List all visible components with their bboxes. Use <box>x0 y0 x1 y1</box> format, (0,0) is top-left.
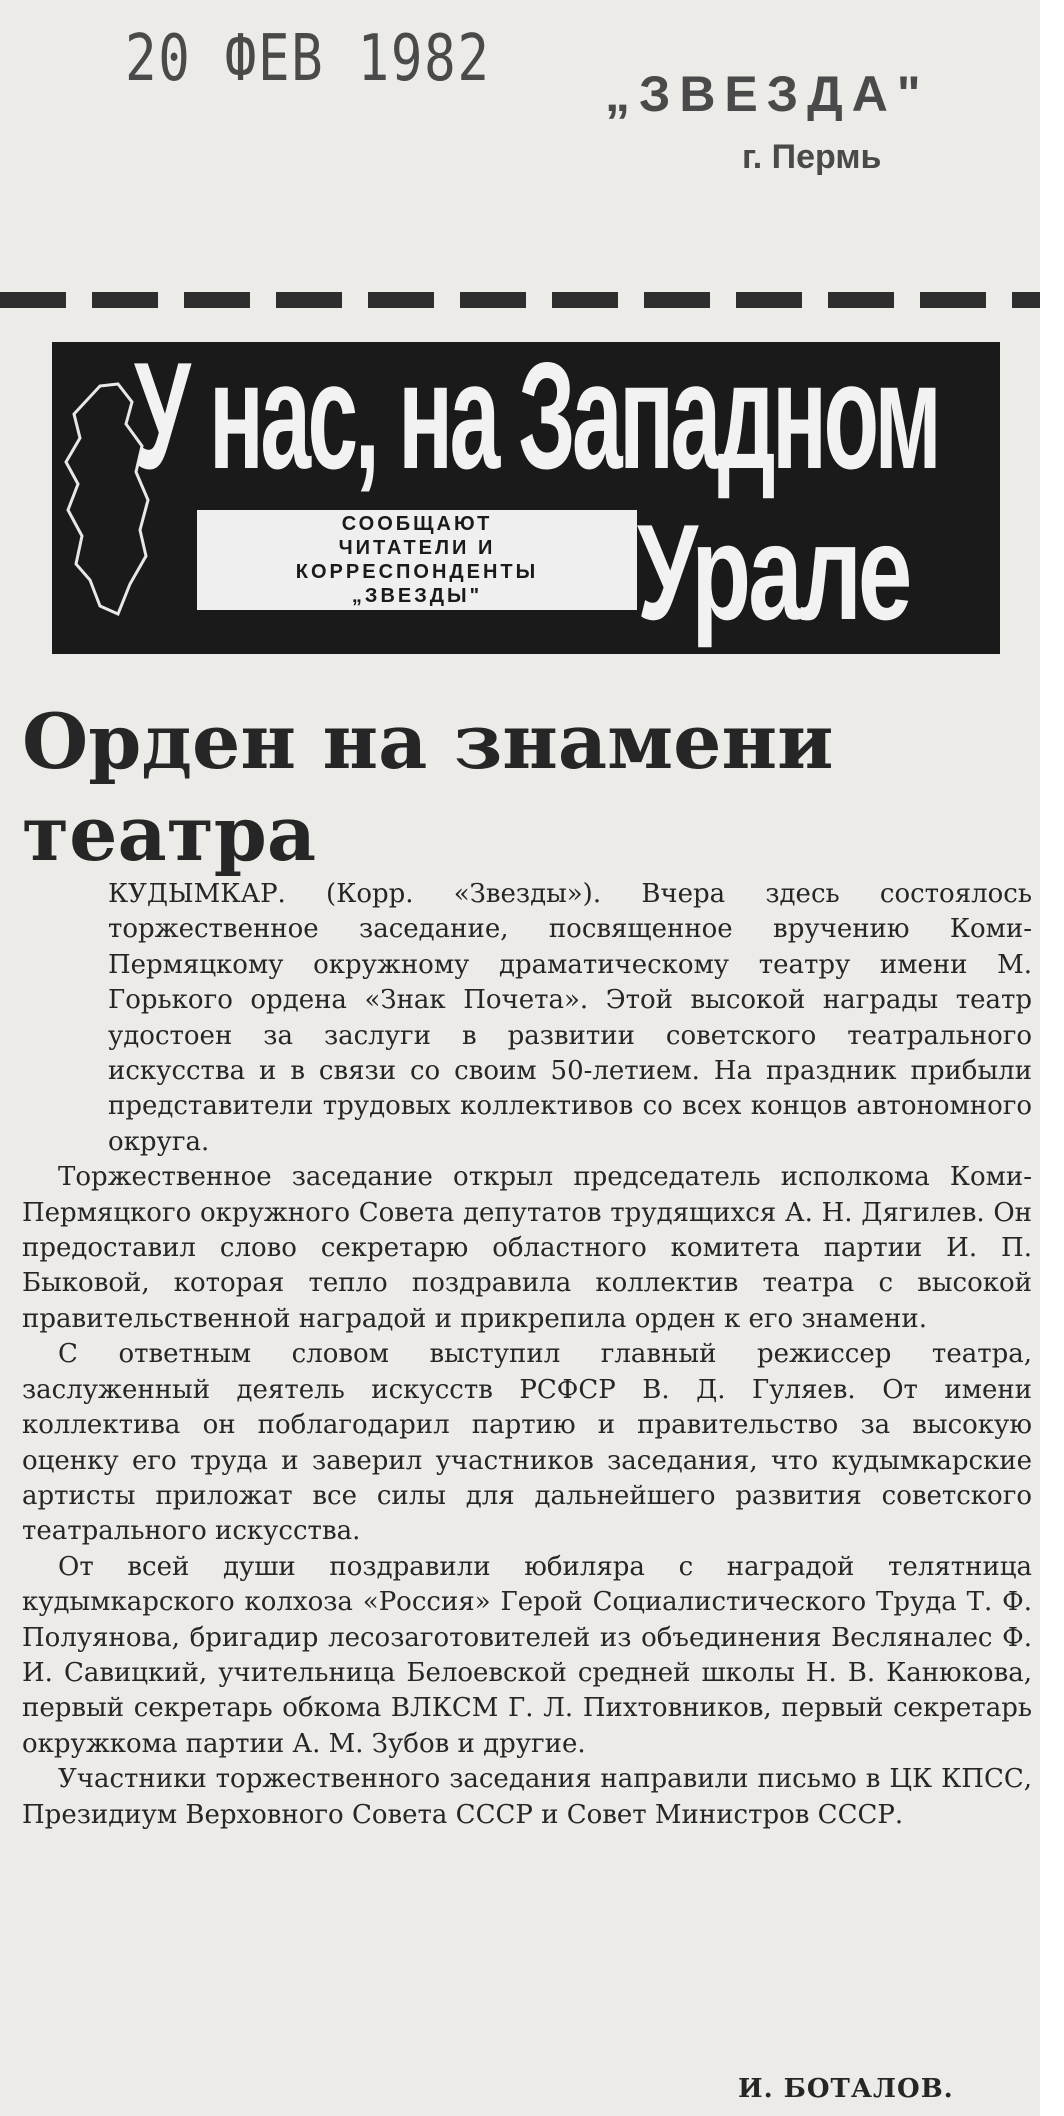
article-paragraph-lead: КУДЫМКАР. (Корр. «Звезды»). Вчера здесь состоялось торжественное заседание, посвященное вручению Коми-Пермяцкому окружному драматическому театру имени М. Горького ордена «Знак Почета». Этой высокой награды театр удостоен за заслуги в развитии советского театрального искусства и в связи со своим 50-летием. На праздник прибыли представители трудовых коллективов со всех концов автономного округа. <box>108 879 1032 1157</box>
headline-line-2: театра <box>22 789 317 878</box>
banner-caption-line: СООБЩАЮТ <box>341 513 493 535</box>
rubric-banner <box>52 331 1000 654</box>
author-signature: И. БОТАЛОВ. <box>738 2074 954 2104</box>
city-stamp: г. Пермь <box>742 138 882 176</box>
banner-title: У нас, на Западном <box>134 331 939 501</box>
article-paragraph: Торжественное заседание открыл председатель исполкома Коми-Пермяцкого окружного Совета депутатов трудящихся А. Н. Дягилев. Он предоставил слово секретарю областного комитета партии И. П. Быковой, которая тепло поздравила коллектив театра с высокой правительственной наградой и прикрепила орден к его знамени. <box>22 1162 1032 1334</box>
article-body <box>22 877 1032 1833</box>
banner-subtitle: Урале <box>637 496 910 648</box>
date-stamp: 20 ФЕВ 1982 <box>125 22 491 96</box>
article-headline <box>22 696 834 880</box>
banner-caption-line: „ЗВЕЗДЫ" <box>351 585 483 607</box>
newspaper-name-stamp: „ЗВЕЗДА" <box>605 66 930 122</box>
banner-caption-box <box>197 510 637 610</box>
article-paragraph: С ответным словом выступил главный режиссер театра, заслуженный деятель искусств РСФСР В. Д. Гуляев. От имени коллектива он поблагодарил партию и правительство за высокую оценку его труда и заверил участников заседания, что кудымкарские артисты приложат все силы для дальнейшего развития советского театрального искусства. <box>22 1339 1032 1547</box>
dashed-separator <box>0 292 1040 308</box>
banner-caption-line: ЧИТАТЕЛИ И <box>338 537 496 559</box>
banner-caption-line: КОРРЕСПОНДЕНТЫ <box>295 561 539 583</box>
article-paragraph: От всей души поздравили юбиляра с наградой телятница кудымкарского колхоза «Россия» Герой Социалистического Труда Т. Ф. Полуянова, бригадир лесозаготовителей из объединения Весляналес Ф. И. Савицкий, учительница Белоевской средней школы Н. В. Канюкова, первый секретарь обкома ВЛКСМ Г. Л. Пихтовников, первый секретарь окружкома партии А. М. Зубов и другие. <box>22 1551 1032 1759</box>
headline-line-1: Орден на знамени <box>22 697 834 786</box>
article-paragraph: Участники торжественного заседания направили письмо в ЦК КПСС, Президиум Верховного Совета СССР и Совет Министров СССР. <box>22 1764 1032 1830</box>
